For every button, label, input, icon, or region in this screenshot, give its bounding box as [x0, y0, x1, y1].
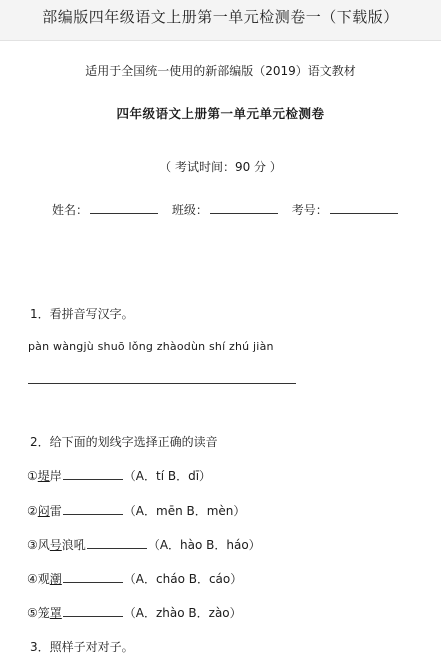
option-item: [27, 604, 242, 621]
option-word-pre: 风: [37, 538, 50, 552]
name-blank[interactable]: [90, 202, 158, 214]
underlined-char: 闷: [37, 504, 50, 518]
exam-time: （ 考试时间：90 分 ）: [159, 160, 282, 174]
class-blank[interactable]: [210, 202, 278, 214]
option-word-post: 浪吼: [61, 538, 86, 552]
name-label: 姓名：: [52, 203, 89, 217]
option-choices: （A．mēn B．mèn）: [123, 504, 246, 518]
question-1-heading: 1．看拼音写汉字。: [30, 307, 134, 321]
option-number: ④: [27, 572, 38, 586]
question-3-heading: 3．照样子对对子。: [30, 640, 134, 654]
option-choices: （A．tí B．dī）: [123, 469, 212, 483]
answer-line[interactable]: [28, 383, 296, 384]
exam-title: 四年级语文上册第一单元单元检测卷: [116, 106, 325, 121]
option-word-post: 岸: [49, 469, 62, 483]
subtitle: 适用于全国统一使用的新部编版（2019）语文教材: [85, 64, 356, 78]
underlined-char: 潮: [49, 572, 62, 586]
question-2-heading: 2．给下面的划线字选择正确的读音: [30, 435, 218, 449]
option-blank[interactable]: [63, 571, 123, 583]
option-number: ②: [27, 504, 38, 518]
option-word-pre: 观: [37, 572, 50, 586]
document-title: 部编版四年级语文上册第一单元检测卷一（下载版）: [42, 8, 399, 26]
id-blank[interactable]: [330, 202, 398, 214]
option-item: [27, 536, 261, 553]
option-choices: （A．zhào B．zào）: [123, 606, 242, 620]
option-number: ③: [27, 538, 38, 552]
id-label: 考号：: [291, 203, 328, 217]
option-number: ①: [27, 469, 38, 483]
underlined-char: 罩: [49, 606, 62, 620]
option-item: [27, 467, 211, 484]
title-bar: [0, 0, 441, 41]
option-word-pre: 笼: [37, 606, 50, 620]
option-blank[interactable]: [63, 605, 123, 617]
option-choices: （A．hào B．háo）: [147, 538, 261, 552]
class-label: 班级：: [171, 203, 208, 217]
option-blank[interactable]: [63, 503, 123, 515]
option-blank[interactable]: [63, 468, 123, 480]
underlined-char: 堤: [37, 469, 50, 483]
underlined-char: 号: [49, 538, 62, 552]
option-choices: （A．cháo B．cáo）: [123, 572, 243, 586]
pinyin-prompt: pàn wàngjù shuō lǒng zhàodùn shí zhú jiàn: [28, 340, 274, 353]
option-number: ⑤: [27, 606, 38, 620]
option-item: [27, 502, 245, 519]
student-info-row: [52, 201, 408, 218]
option-blank[interactable]: [87, 537, 147, 549]
option-item: [27, 570, 242, 587]
option-word-post: 雷: [49, 504, 62, 518]
